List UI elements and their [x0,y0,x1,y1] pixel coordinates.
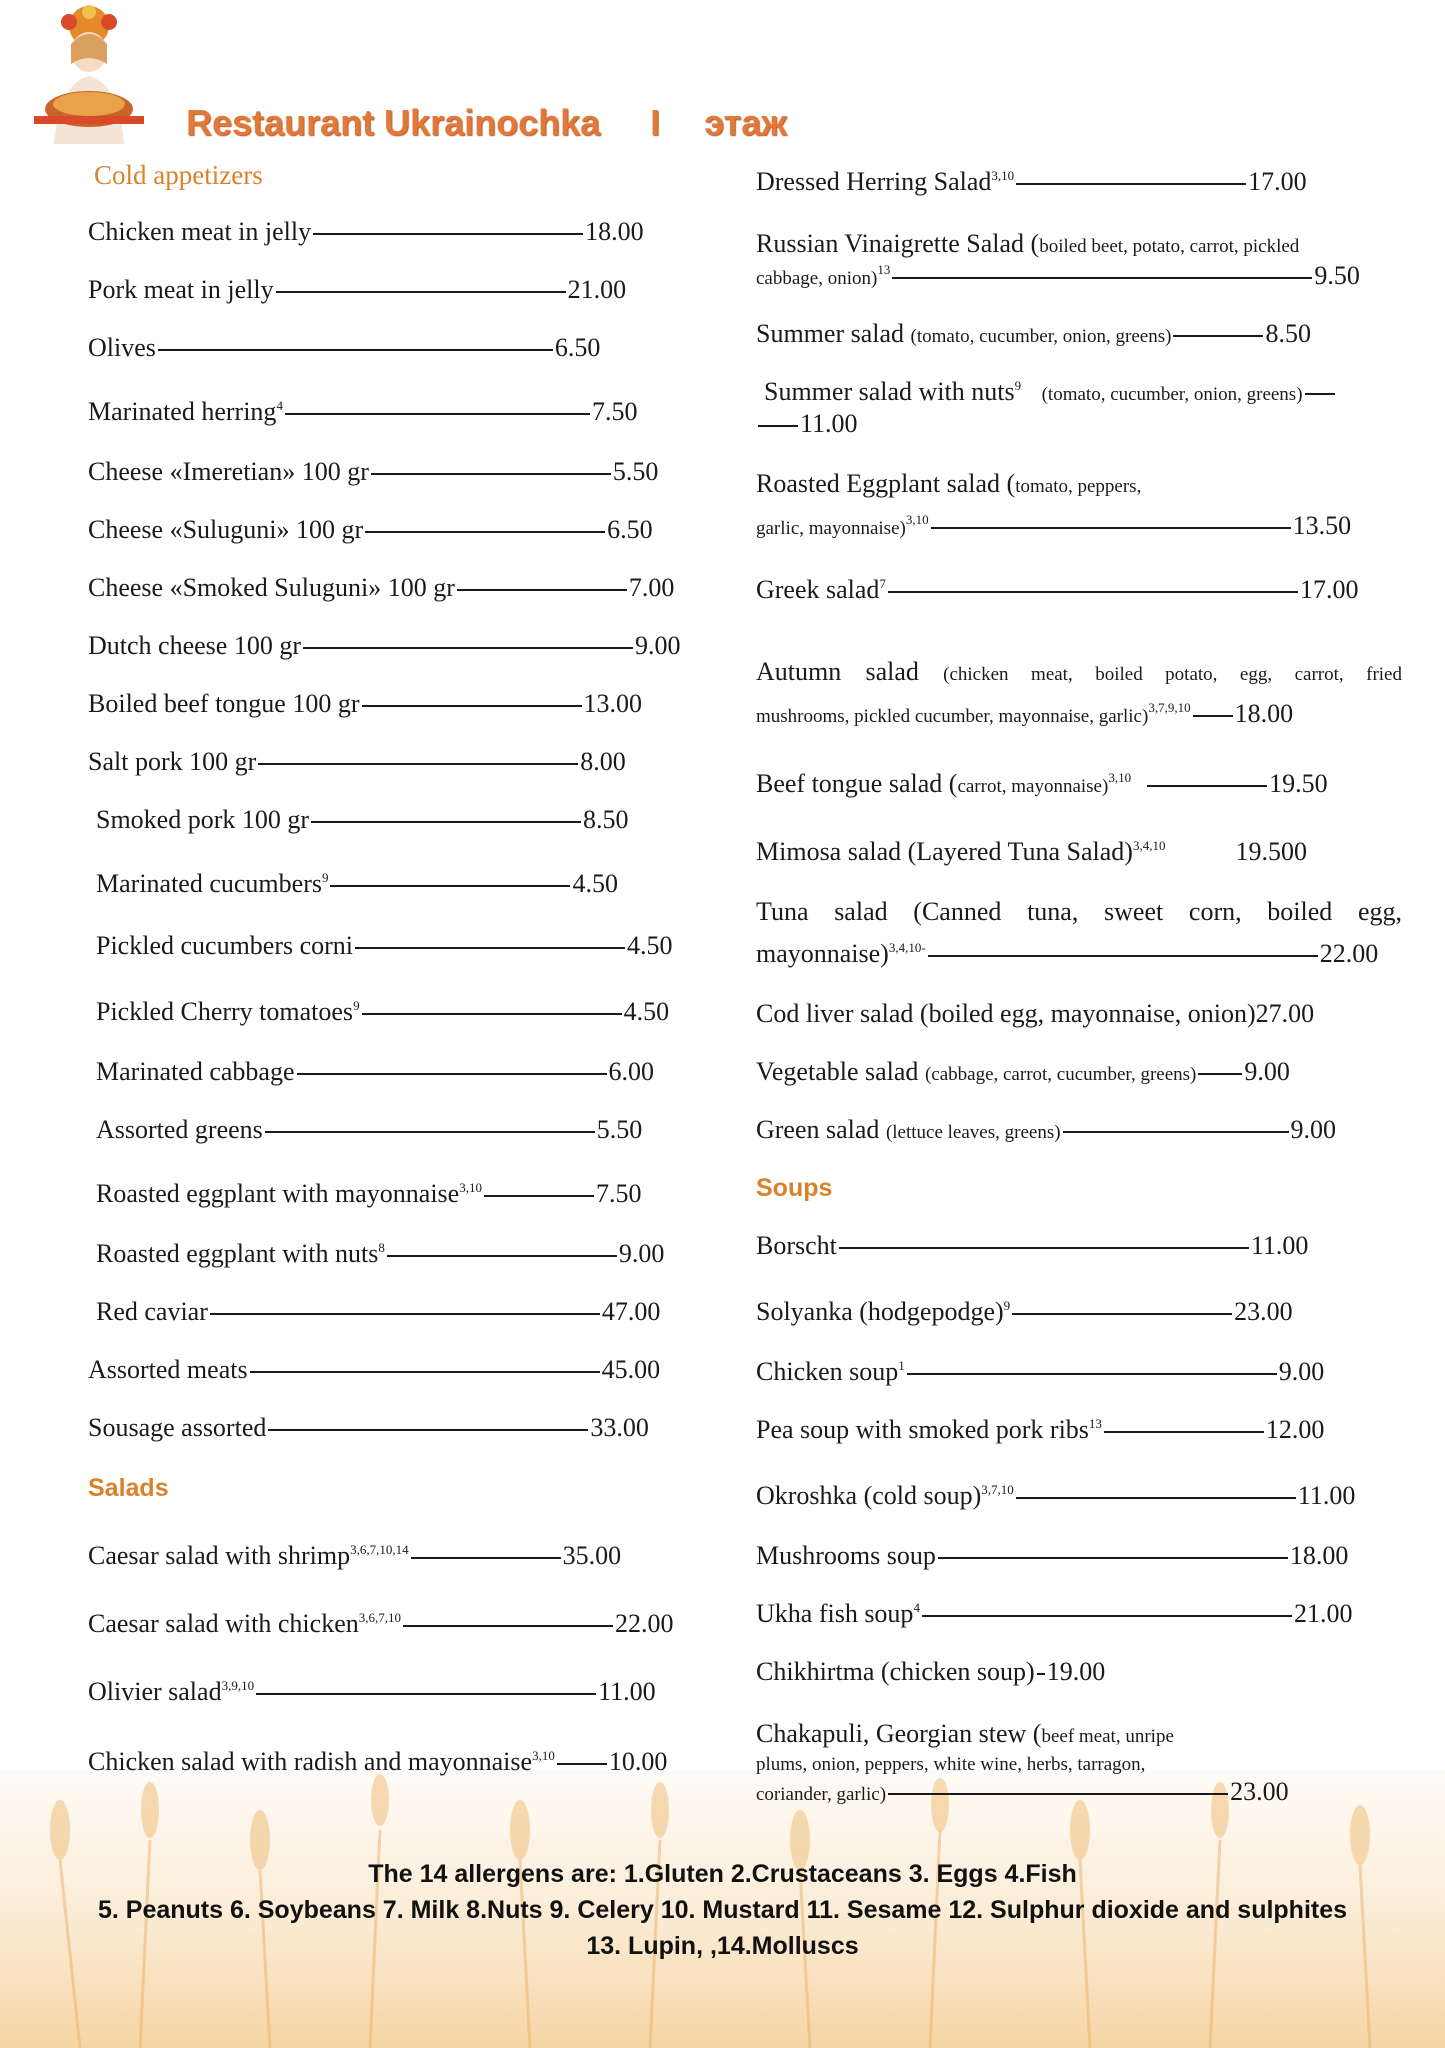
item-name: Okroshka (cold soup) [756,1481,982,1510]
menu-item [88,274,626,306]
leader-line [311,821,581,823]
ukrainian-girl-logo-icon [24,4,154,146]
leader-line [931,527,1291,529]
allergen-codes: 3,10 [905,512,929,527]
menu-item [96,868,618,900]
allergen-codes: 4 [913,1600,920,1615]
allergen-codes: 3,4,10- [888,940,926,955]
menu-item [96,1114,642,1146]
leader-line [938,1557,1288,1559]
item-name: Solyanka (hodgepodge) [756,1297,1004,1326]
item-name: Assorted meats [88,1355,248,1384]
menu-item [96,1056,654,1088]
leader-line [892,277,1312,279]
leader-line [922,1615,1292,1617]
leader-line [362,1013,622,1015]
leader-line [313,233,583,235]
leader-line [557,1763,607,1765]
item-price: 19.00 [1046,1657,1106,1686]
item-name: Marinated herring [88,397,277,426]
item-price: 11.00 [1250,1231,1309,1260]
section-soups: Soups [756,1174,833,1202]
item-price: 45.00 [601,1355,661,1384]
item-description: tomato, peppers, [1015,476,1142,497]
item-price: 8.50 [583,805,629,834]
item-name: Borscht [756,1231,837,1260]
item-price: 23.00 [1230,1777,1289,1806]
item-description: boiled beet, potato, carrot, pickled [1039,236,1300,257]
item-price: 8.00 [580,747,626,776]
leader-line [457,589,627,591]
item-name: Olives [88,333,156,362]
allergen-codes: 3,10 [532,1748,555,1763]
leader-line [928,955,1318,957]
item-price: 5.50 [612,457,659,486]
item-price: 9.50 [1314,261,1360,290]
item-description: (chicken meat, boiled potato, egg, carrot, fried [943,664,1402,685]
allergen-codes: 3,9,10 [221,1678,255,1693]
menu-item-continued [756,260,1360,295]
item-price: 33.00 [590,1413,649,1442]
allergen-codes: 3,6,7,10 [358,1610,401,1625]
menu-item [88,1746,667,1778]
menu-item [88,456,658,488]
leader-line [268,1429,588,1431]
leader-line [411,1557,561,1559]
item-name: Marinated cabbage [96,1057,295,1086]
item-description: carrot, mayonnaise) [957,776,1109,797]
item-description: cabbage, onion) [756,268,878,289]
menu-item [756,768,1328,803]
menu-item [756,1414,1324,1446]
allergen-line: 5. Peanuts 6. Soybeans 7. Milk 8.Nuts 9. Celery 10. Mustard 11. Sesame 12. Sulphur dioxide and sulphites [97,1896,1348,1924]
menu-item [96,996,669,1028]
leader-line [256,1693,596,1695]
item-price: 6.50 [554,333,601,362]
item-name: Marinated cucumbers [96,869,322,898]
leader-line [210,1313,600,1315]
leader-line [888,1793,1228,1795]
menu-item [88,514,653,546]
item-price: 13.00 [583,689,642,718]
menu-item-continued [756,408,858,440]
item-name: Pickled Cherry tomatoes [96,997,354,1026]
item-price: 9.00 [1278,1357,1325,1386]
leader-line [387,1255,617,1257]
item-name: Autumn salad [756,657,919,686]
leader-line [1012,1313,1232,1315]
item-price: 22.00 [1319,939,1379,968]
item-price: 17.00 [1248,167,1307,196]
leader-line [365,531,605,533]
leader-line [1016,1497,1296,1499]
allergen-codes: 3,10 [459,1180,482,1195]
menu-item [88,1412,649,1444]
item-price: 4.50 [627,931,673,960]
item-price: 23.00 [1234,1297,1293,1326]
item-name: Caesar salad with chicken [88,1609,359,1638]
menu-item-continued [756,938,1378,970]
item-name: Cheese «Smoked Suluguni» 100 gr [88,573,455,602]
menu-item [88,332,600,364]
item-name: Olivier salad [88,1677,222,1706]
item-price: 4.50 [623,997,670,1026]
item-name: Smoked pork 100 gr [96,805,310,834]
item-price: 5.50 [596,1115,643,1144]
item-price: 10.00 [608,1747,668,1776]
menu-item [764,376,1337,411]
item-name: Green salad [756,1115,880,1144]
menu-item [96,1296,660,1328]
item-price: 7.00 [628,573,675,602]
item-name: Mushrooms soup [756,1541,936,1570]
menu-item-continued [756,698,1293,733]
leader-line [276,291,566,293]
item-name: Dressed Herring Salad [756,167,992,196]
allergen-codes: 3,7,10 [981,1482,1014,1497]
item-name: Boiled beef tongue 100 gr [88,689,360,718]
item-price: 47.00 [601,1297,661,1326]
item-price: 4.50 [572,869,618,898]
allergen-codes: 3,6,7,10,14 [350,1542,409,1557]
item-name: Summer salad [756,319,905,348]
item-name: Chicken meat in jelly [88,217,312,246]
item-name: Mimosa salad (Layered Tuna Salad) [756,837,1133,866]
leader-line [1305,393,1335,395]
menu-item [88,216,644,248]
item-price: 18.00 [1289,1541,1349,1570]
menu-item-continued [756,1776,1289,1811]
item-price: 7.50 [595,1179,642,1208]
allergen-line: 13. Lupin, ,14.Molluscs [586,1932,859,1960]
menu-item [756,1598,1352,1630]
item-description: coriander, garlic) [756,1784,887,1805]
leader-line [330,885,570,887]
item-name: Ukha fish soup [756,1599,914,1628]
menu-item [756,1296,1293,1328]
menu-item [756,1656,1105,1688]
item-price: 9.00 [618,1239,665,1268]
section-salads: Salads [88,1474,169,1502]
item-name: Roasted eggplant with mayonnaise [96,1179,460,1208]
menu-item [88,572,674,604]
allergen-codes: 8 [378,1240,385,1255]
item-price: 35.00 [562,1541,622,1570]
allergen-codes: 4 [276,398,283,413]
item-name: Red caviar [96,1297,208,1326]
leader-line [839,1247,1249,1249]
menu-item [756,228,1299,263]
menu-item [88,746,626,778]
item-price: 6.50 [607,515,653,544]
leader-line [265,1131,595,1133]
menu-item [756,1480,1355,1512]
item-price: 13.50 [1292,511,1352,540]
menu-item [756,318,1311,353]
item-description: beef meat, unripe [1041,1726,1174,1747]
item-description: (tomato, cucumber, onion, greens) [910,326,1172,347]
leader-line [403,1625,613,1627]
allergen-codes: 9 [1014,378,1022,393]
item-price: 11.00 [1297,1481,1356,1510]
menu-item [88,396,637,428]
allergen-codes: 3,10 [1108,770,1132,785]
item-name: Pork meat in jelly [88,275,274,304]
menu-item [756,896,1402,928]
item-name: Beef tongue salad ( [756,769,958,798]
item-name: Dutch cheese 100 gr [88,631,301,660]
item-name: Cheese «Suluguni» 100 gr [88,515,364,544]
leader-line [362,705,582,707]
item-price: 18.00 [1234,699,1294,728]
menu-item [88,630,680,662]
leader-line [297,1073,607,1075]
item-description: mushrooms, pickled cucumber, mayonnaise, garlic) [756,706,1149,727]
leader-line [158,349,553,351]
leader-line [1173,335,1263,337]
item-name: Chikhirtma (chicken soup) [756,1657,1035,1686]
menu-item [96,804,629,836]
menu-item [88,1676,656,1708]
item-price: 21.00 [1293,1599,1353,1628]
floor-number: I [650,102,661,143]
item-price: 12.00 [1265,1415,1325,1444]
item-description: (lettuce leaves, greens) [885,1122,1061,1143]
item-price: 27.00 [1255,999,1315,1028]
item-price: 11.00 [598,1677,656,1706]
leader-line [1063,1131,1289,1133]
menu-item [756,1056,1290,1091]
item-price: 19.50 [1269,769,1328,798]
item-description: plums, onion, peppers, white wine, herbs, tarragon, [756,1754,1146,1775]
item-description: (tomato, cucumber, onion, greens) [1041,384,1303,405]
item-name: Salt pork 100 gr [88,747,257,776]
leader-line [1037,1673,1045,1675]
menu-item [88,1354,660,1386]
menu-item-continued [756,510,1351,545]
restaurant-name: Restaurant Ukrainochka [186,102,601,143]
leader-line [1193,715,1233,717]
menu-item [756,656,1402,691]
item-name: Greek salad [756,575,880,604]
leader-line [303,647,633,649]
menu-item [88,1608,673,1640]
menu-item [756,1356,1324,1388]
item-name: Roasted Eggplant salad ( [756,469,1016,498]
item-description: garlic, mayonnaise) [756,518,906,539]
menu-item [756,836,1307,868]
leader-line [907,1373,1277,1375]
allergen-codes: 9 [1003,1298,1011,1313]
menu-item [756,574,1358,606]
item-price: 9.00 [1290,1115,1337,1144]
allergen-legend [0,1856,1445,1964]
item-price: 8.50 [1265,319,1311,348]
leader-line [258,763,578,765]
item-name: Sousage assorted [88,1413,267,1442]
menu-item [96,930,673,962]
menu-item [756,1540,1348,1572]
leader-line [285,413,590,415]
menu-item [756,166,1307,198]
menu-item [756,1230,1308,1262]
item-price: 6.00 [608,1057,655,1086]
item-price: 18.00 [585,217,644,246]
item-name: Assorted greens [96,1115,263,1144]
menu-item [88,1540,621,1572]
item-name: Tuna salad (Canned tuna, sweet corn, boiled egg, [756,897,1402,926]
item-price: 9.00 [1244,1057,1290,1086]
item-name: Caesar salad with shrimp [88,1541,351,1570]
allergen-codes: 3,4,10 [1132,838,1166,853]
item-name: Chakapuli, Georgian stew ( [756,1719,1042,1748]
leader-line [758,425,798,427]
menu-item [756,1114,1336,1149]
item-price: 7.50 [591,397,638,426]
item-name: Pea soup with smoked pork ribs [756,1415,1089,1444]
item-price: 19.500 [1235,837,1307,866]
item-price: 21.00 [567,275,627,304]
menu-item [96,1238,664,1270]
leader-line [1198,1073,1242,1075]
allergen-line: The 14 allergens are: 1.Gluten 2.Crustaceans 3. Eggs 4.Fish [368,1860,1077,1888]
item-name: Chicken salad with radish and mayonnaise [88,1747,533,1776]
leader-line [250,1371,600,1373]
item-name: Vegetable salad [756,1057,919,1086]
leader-line [355,947,625,949]
allergen-codes: 9 [353,998,360,1013]
menu-item [756,468,1141,503]
page-title [186,102,787,144]
allergen-codes: 7 [879,576,886,591]
allergen-codes: 9 [321,870,329,885]
menu-item [88,688,642,720]
leader-line [1147,785,1267,787]
leader-line [484,1195,594,1197]
item-price: 22.00 [614,1609,674,1638]
allergen-codes: 3,7,9,10 [1148,700,1191,715]
item-name: Russian Vinaigrette Salad ( [756,229,1040,258]
section-cold-appetizers: Cold appetizers [94,160,263,190]
item-name: Summer salad with nuts [764,377,1015,406]
leader-line [1104,1431,1264,1433]
item-description: mayonnaise) [756,939,889,968]
allergen-codes: 3,10 [991,168,1015,183]
item-description: (cabbage, carrot, cucumber, greens) [924,1064,1197,1085]
item-price: 11.00 [800,409,858,438]
menu-item [756,998,1314,1030]
floor-word: этаж [704,102,787,143]
item-name: Chicken soup [756,1357,899,1386]
leader-line [1016,183,1246,185]
item-name: Pickled cucumbers corni [96,931,354,960]
leader-line [888,591,1298,593]
leader-line [371,473,611,475]
menu-item [96,1178,641,1210]
allergen-codes: 13 [877,262,891,277]
item-price: 9.00 [634,631,681,660]
allergen-codes: 1 [898,1358,905,1373]
allergen-codes: 13 [1088,1416,1102,1431]
item-name: Cod liver salad (boiled egg, mayonnaise, onion) [756,999,1256,1028]
item-name: Cheese «Imeretian» 100 gr [88,457,369,486]
item-price: 17.00 [1299,575,1359,604]
item-name: Roasted eggplant with nuts [96,1239,379,1268]
